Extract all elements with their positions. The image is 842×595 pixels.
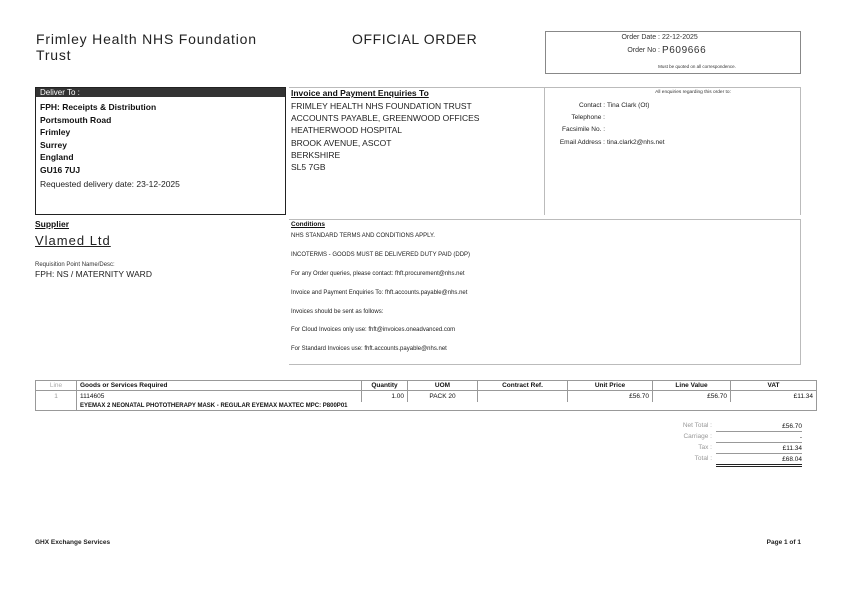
order-lines-table — [35, 380, 817, 411]
order-number-label: Order No : — [627, 47, 660, 54]
order-date-value: 22-12-2025 — [662, 34, 698, 41]
tax-value: £11.34 — [716, 444, 802, 454]
deliver-to-heading: Deliver To : — [36, 88, 285, 97]
order-enquiries-box — [545, 87, 801, 215]
document-title: OFFICIAL ORDER — [352, 31, 478, 47]
condition-line: For Cloud Invoices only use: fhft@invoices.oneadvanced.com — [291, 327, 456, 333]
grand-total-label: Total : — [694, 455, 712, 462]
organisation-title: Frimley Health NHS Foundation Trust — [36, 31, 257, 63]
requisition-point-label: Requisition Point Name/Desc: — [35, 262, 115, 268]
column-header-line: Line — [36, 381, 77, 391]
invoice-heading: Invoice and Payment Enquiries To — [291, 88, 429, 98]
requested-delivery-date: Requested delivery date: 23-12-2025 — [40, 179, 180, 189]
deliver-to-box — [35, 87, 286, 215]
delivery-address-line: Portsmouth Road — [40, 114, 112, 125]
table-header-row — [36, 381, 817, 391]
delivery-address — [40, 101, 156, 176]
email-value: tina.clark2@nhs.net — [607, 139, 665, 146]
column-header-contract-ref: Contract Ref. — [478, 381, 568, 391]
column-header-uom: UOM — [408, 381, 478, 391]
carriage-label: Carriage : — [683, 433, 712, 440]
cell-description: EYEMAX 2 NEONATAL PHOTOTHERAPY MASK - REGULAR EYEMAX MAXTEC MPC: P800P01 — [77, 402, 817, 411]
delivery-address-line: Frimley — [40, 127, 71, 137]
cell-quantity: 1.00 — [362, 391, 408, 402]
condition-line: NHS STANDARD TERMS AND CONDITIONS APPLY. — [291, 233, 435, 239]
carriage-value: - — [716, 433, 802, 443]
column-header-vat: VAT — [731, 381, 817, 391]
column-header-goods: Goods or Services Required — [77, 381, 362, 391]
condition-line: For Standard Invoices use: fhft.accounts.payable@nhs.net — [291, 346, 447, 352]
footer-provider: GHX Exchange Services — [35, 539, 111, 546]
supplier-name: Vlamed Ltd — [35, 233, 111, 248]
condition-line: Invoice and Payment Enquiries To: fhft.accounts.payable@nhs.net — [291, 290, 468, 296]
enquiries-note: All enquiries regarding this order to: — [655, 90, 731, 95]
conditions-heading: Conditions — [291, 221, 325, 228]
condition-line: Invoices should be sent as follows: — [291, 309, 384, 315]
delivery-address-line: FPH: Receipts & Distribution — [40, 102, 157, 112]
grand-total-value: £68.04 — [716, 455, 802, 467]
order-info-box — [545, 31, 801, 74]
order-number-note: Must be quoted on all correspondence. — [658, 64, 736, 69]
net-total-label: Net Total : — [682, 422, 712, 429]
invoice-address-line: HEATHERWOOD HOSPITAL — [291, 125, 402, 136]
condition-line: For any Order queries, please contact: fhft.procurement@nhs.net — [291, 271, 465, 277]
contact-label: Contact : — [578, 102, 605, 109]
invoice-address-line: BROOK AVENUE, ASCOT — [291, 137, 392, 148]
contact-value: Tina Clark (Ot) — [607, 102, 650, 109]
cell-uom: PACK 20 — [408, 391, 478, 402]
cell-vat: £11.34 — [731, 391, 817, 402]
column-header-unit-price: Unit Price — [568, 381, 653, 391]
delivery-address-line: GU16 7UJ — [40, 164, 81, 175]
cell-code: 1114605 — [77, 391, 362, 402]
invoice-address-line: BERKSHIRE — [291, 149, 341, 160]
tax-label: Tax : — [698, 444, 712, 451]
cell-line: 1 — [36, 391, 77, 402]
supplier-heading: Supplier — [35, 219, 70, 229]
order-date-label: Order Date : — [621, 34, 660, 41]
column-header-line-value: Line Value — [653, 381, 731, 391]
invoice-address-line: ACCOUNTS PAYABLE, GREENWOOD OFFICES — [291, 113, 480, 124]
email-label: Email Address : — [559, 139, 605, 146]
order-number-value: P609666 — [662, 45, 707, 56]
fax-label: Facsimile No. : — [562, 126, 605, 133]
delivery-address-line: Surrey — [40, 139, 67, 150]
column-header-quantity: Quantity — [362, 381, 408, 391]
net-total-value: £56.70 — [716, 422, 802, 432]
delivery-address-line: England — [40, 152, 74, 162]
requisition-point-value: FPH: NS / MATERNITY WARD — [35, 269, 152, 279]
invoice-address — [291, 100, 479, 173]
condition-line: INCOTERMS - GOODS MUST BE DELIVERED DUTY PAID (DDP) — [291, 252, 471, 258]
cell-unit-price: £56.70 — [568, 391, 653, 402]
table-row — [36, 391, 817, 402]
cell-contract-ref — [478, 391, 568, 402]
telephone-label: Telephone : — [571, 114, 605, 121]
table-row-description — [36, 402, 817, 411]
invoice-address-line: SL5 7GB — [291, 162, 326, 173]
invoice-address-line: FRIMLEY HEALTH NHS FOUNDATION TRUST — [291, 101, 472, 111]
page-number: Page 1 of 1 — [766, 539, 801, 546]
invoice-enquiries-box — [289, 87, 545, 215]
cell-line-value: £56.70 — [653, 391, 731, 402]
conditions-box — [289, 219, 801, 365]
cell-empty — [36, 402, 77, 411]
